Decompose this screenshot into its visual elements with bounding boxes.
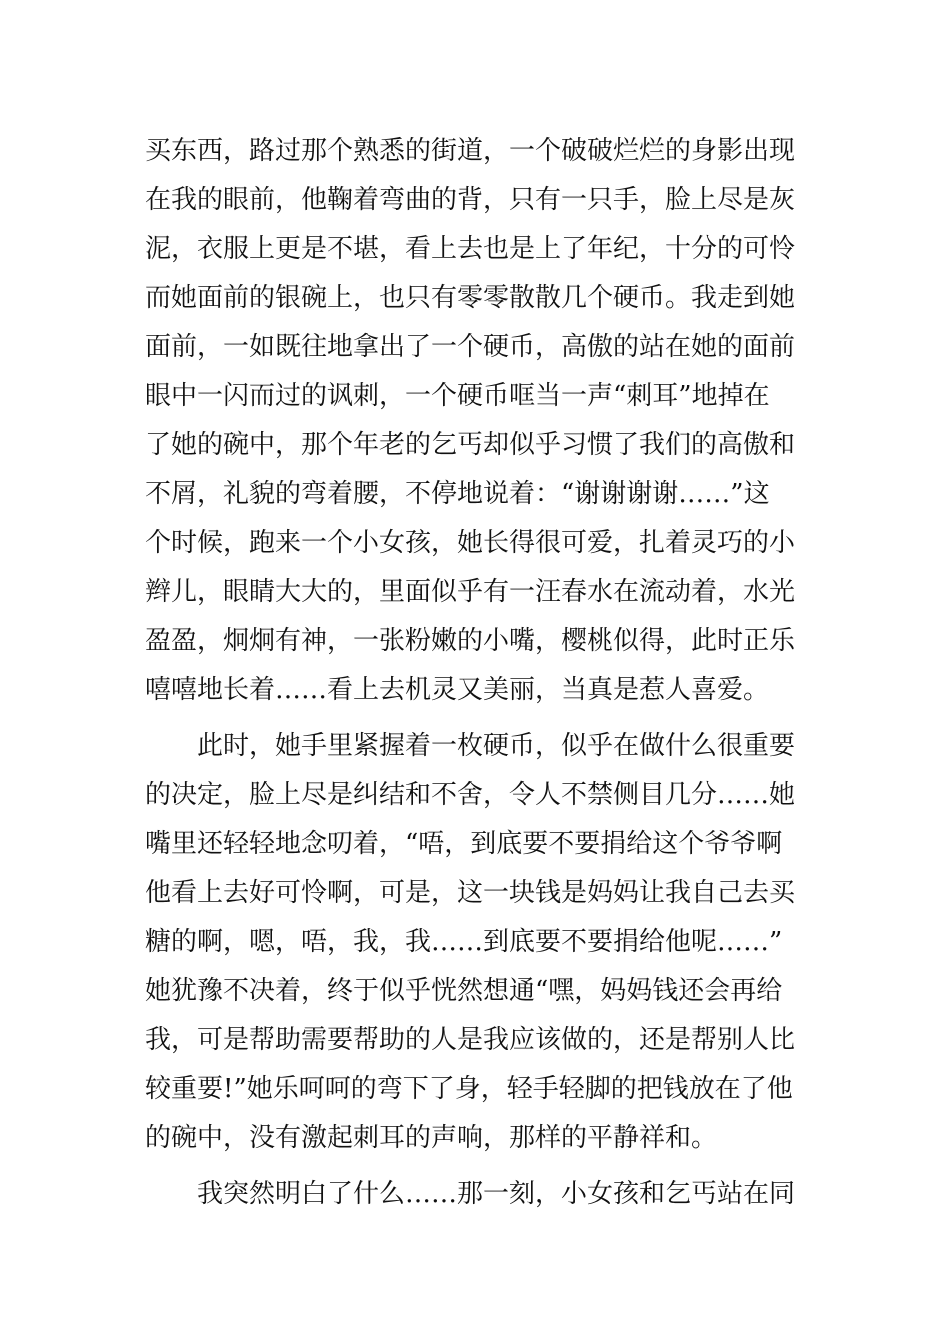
text-line: 嘻嘻地长着……看上去机灵又美丽，当真是惹人喜爱。 xyxy=(145,675,770,705)
text-line: 眼中一闪而过的讽刺，一个硬币哐当一声“刺耳”地掉在 xyxy=(145,381,770,411)
text-line: 较重要!”她乐呵呵的弯下了身，轻手轻脚的把钱放在了他 xyxy=(145,1074,793,1104)
text-line: 盈盈，炯炯有神，一张粉嫩的小嘴，樱桃似得，此时正乐 xyxy=(145,626,796,656)
text-line: 嘴里还轻轻地念叨着，“唔，到底要不要捐给这个爷爷啊 xyxy=(145,829,783,859)
text-line: 的决定，脸上尽是纠结和不舍，令人不禁侧目几分……她 xyxy=(145,780,796,810)
text-line: 糖的啊，嗯，唔，我，我……到底要不要捐给他呢……” xyxy=(145,927,783,957)
text-line: 不屑，礼貌的弯着腰，不停地说着：“谢谢谢谢……”这 xyxy=(145,479,770,509)
text-line: 在我的眼前，他鞠着弯曲的背，只有一只手，脸上尽是灰 xyxy=(145,185,796,215)
text-line: 面前，一如既往地拿出了一个硬币，高傲的站在她的面前 xyxy=(145,332,796,362)
text-line: 个时候，跑来一个小女孩，她长得很可爱，扎着灵巧的小 xyxy=(145,528,796,558)
text-line: 他看上去好可怜啊，可是，这一块钱是妈妈让我自己去买 xyxy=(145,878,796,908)
text-line: 而她面前的银碗上，也只有零零散散几个硬币。我走到她 xyxy=(145,283,796,313)
paragraph-first-line: 此时，她手里紧握着一枚硬币，似乎在做什么很重要 xyxy=(197,731,796,761)
text-line: 辫儿，眼睛大大的，里面似乎有一汪春水在流动着，水光 xyxy=(145,577,796,607)
text-line: 泥，衣服上更是不堪，看上去也是上了年纪，十分的可怜 xyxy=(145,234,796,264)
text-line: 她犹豫不决着，终于似乎恍然想通“嘿，妈妈钱还会再给 xyxy=(145,976,783,1006)
paragraph-first-line: 我突然明白了什么……那一刻，小女孩和乞丐站在同 xyxy=(197,1179,796,1209)
text-line: 买东西，路过那个熟悉的街道，一个破破烂烂的身影出现 xyxy=(145,136,796,166)
text-line: 的碗中，没有激起刺耳的声响，那样的平静祥和。 xyxy=(145,1123,718,1153)
text-line: 我，可是帮助需要帮助的人是我应该做的，还是帮别人比 xyxy=(145,1025,796,1055)
text-line: 了她的碗中，那个年老的乞丐却似乎习惯了我们的高傲和 xyxy=(145,430,796,460)
